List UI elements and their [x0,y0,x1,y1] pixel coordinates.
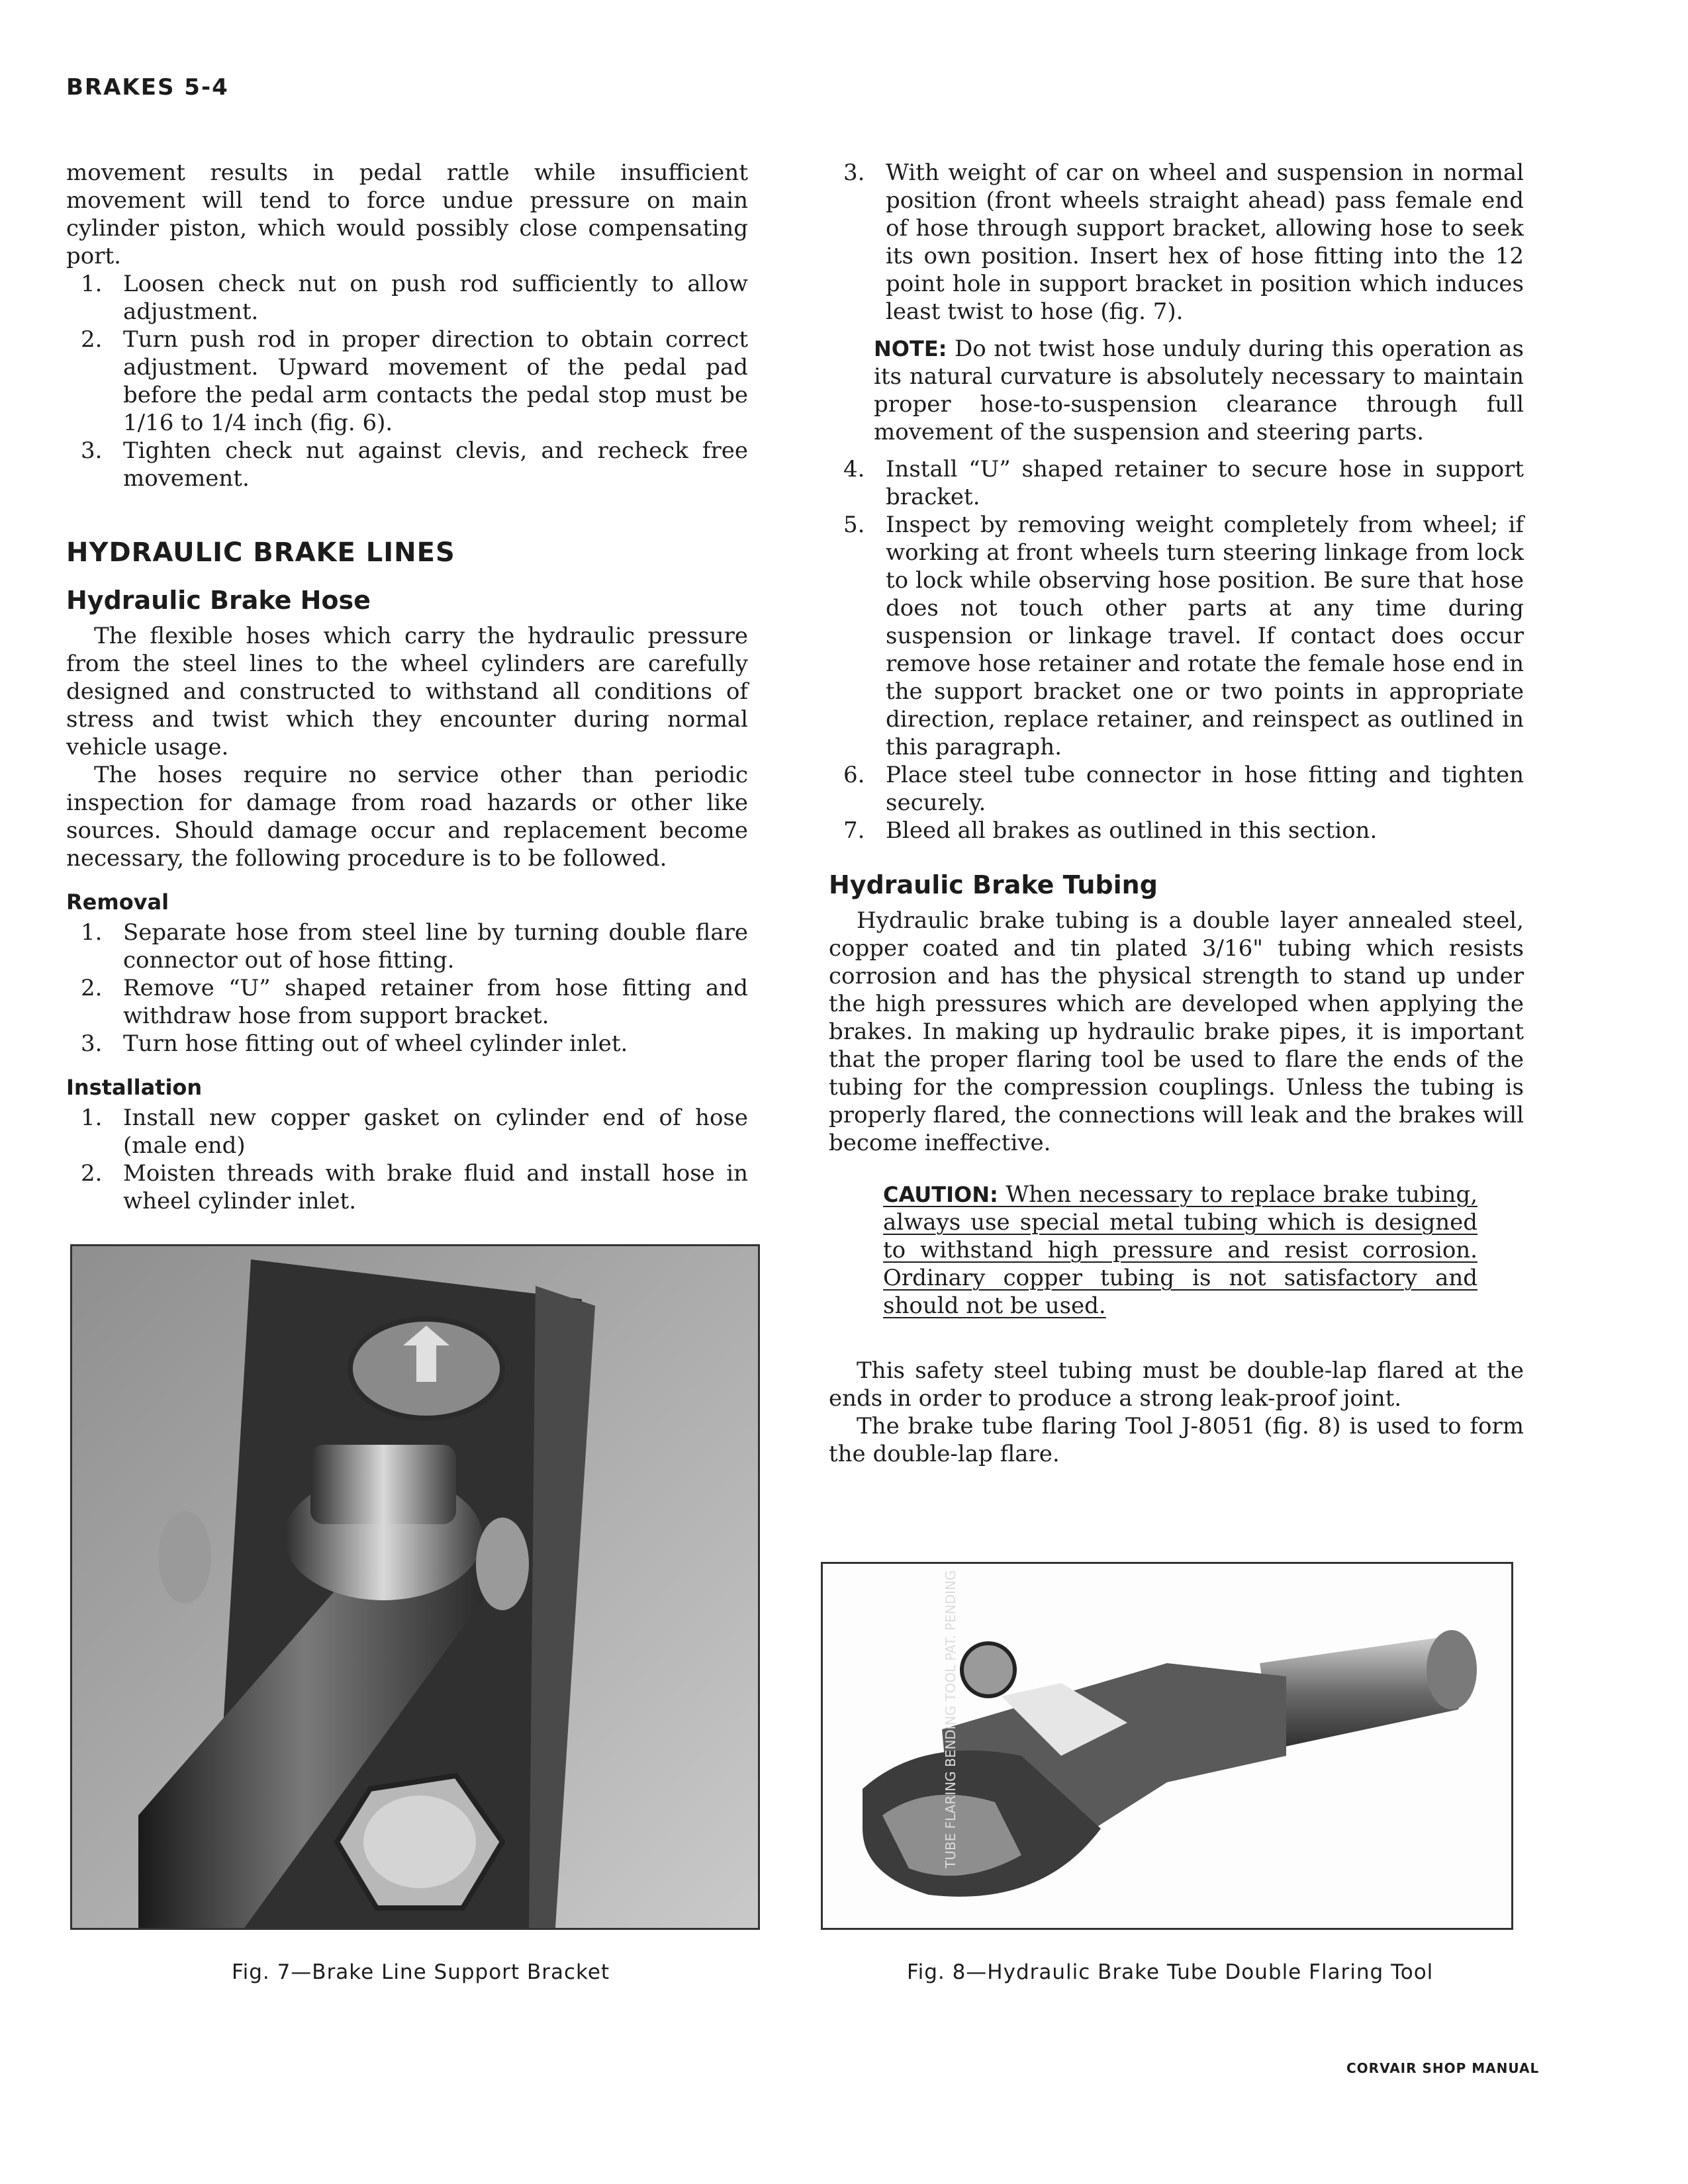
list-item-text: Install new copper gasket on cylinder end of hose (male end) [123,1105,748,1159]
right-column [829,159,1524,1468]
footer-text: CORVAIR SHOP MANUAL [1346,2060,1540,2076]
installation-title: Installation [66,1075,203,1100]
installation-steps [66,1104,748,1215]
list-item [66,974,748,1030]
figure-8-caption: Fig. 8—Hydraulic Brake Tube Double Flaring Tool [907,1960,1434,1984]
intro-paragraph: movement results in pedal rattle while insufficient movement will tend to force undue pressure on main cylinder piston, which would possibly close compensating port. [66,159,748,269]
list-item-text: Loosen check nut on push rod sufficiently to allow adjustment. [123,271,748,325]
list-item [66,1160,748,1215]
note-block [874,335,1524,446]
list-item [66,437,748,492]
list-item-text: Separate hose from steel line by turning double flare connector out of hose fitting. [123,919,748,974]
list-item-number: 3. [81,437,103,464]
caution-label: CAUTION: [883,1182,998,1207]
list-item-number: 1. [81,271,103,297]
list-item-number: 2. [81,975,103,1001]
list-item [829,159,1524,326]
list-item [829,817,1524,844]
list-item-text: Tighten check nut against clevis, and recheck free movement. [123,437,748,492]
list-item [66,1104,748,1160]
brake-line-bracket-illustration [72,1246,758,1928]
list-item-number: 6. [843,762,865,788]
list-item-number: 3. [843,159,865,186]
list-item-number: 3. [81,1030,103,1057]
list-item [66,326,748,437]
install-steps-final [829,455,1524,844]
figure-7-photo [70,1244,760,1930]
list-item-number: 1. [81,919,103,946]
hose-paragraph-2: The hoses require no service other than periodic inspection for damage from road hazards or other like sources. Should damage occur and replacement become necessary, the following procedure is to be followed. [66,762,748,872]
list-item [66,270,748,326]
flaring-tool-illustration [823,1564,1511,1928]
figure-8-photo [821,1562,1513,1930]
figure-7-caption: Fig. 7—Brake Line Support Bracket [232,1960,610,1984]
list-item-number: 5. [843,512,865,538]
list-item [829,511,1524,761]
list-item-number: 1. [81,1105,103,1131]
list-item-number: 2. [81,1160,103,1187]
tubing-paragraph-3: The brake tube flaring Tool J-8051 (fig. 8) is used to form the double-lap flare. [829,1413,1524,1467]
note-text: Do not twist hose unduly during this operation as its natural curvature is absolutely necessary to maintain proper hose-to-suspension clearance through full movement of the suspension and steering parts. [874,336,1524,445]
list-item-number: 7. [843,817,865,844]
list-item-text: Turn push rod in proper direction to obtain correct adjustment. Upward movement of the pedal pad before the pedal arm contacts the pedal stop must be 1/16 to 1/4 inch (fig. 6). [123,326,748,436]
tubing-paragraph-1: Hydraulic brake tubing is a double layer annealed steel, copper coated and tin plated 3/16" tubing which resists corrosion and has the physical strength to stand up under the high pressures which are developed when applying the brakes. In making up hydraulic brake pipes, it is important that the proper flaring tool be used to flare the ends of the tubing for the compression couplings. Unless the tubing is properly flared, the connections will leak and the brakes will become ineffective. [829,907,1524,1156]
running-head: BRAKES 5-4 [66,74,229,101]
list-item-text: Bleed all brakes as outlined in this section. [886,817,1378,844]
list-item-number: 4. [843,456,865,482]
list-item-text: Moisten threads with brake fluid and install hose in wheel cylinder inlet. [123,1160,748,1214]
install-steps-continued [829,159,1524,326]
removal-title: Removal [66,889,169,915]
section-title: HYDRAULIC BRAKE LINES [66,537,455,568]
list-item-number: 2. [81,326,103,353]
list-item [66,1030,748,1058]
hose-paragraph-1: The flexible hoses which carry the hydraulic pressure from the steel lines to the wheel cylinders are carefully designed and constructed to withstand all conditions of stress and twist which they encounter during normal vehicle usage. [66,623,748,760]
list-item-text: Install “U” shaped retainer to secure hose in support bracket. [886,456,1524,510]
subsection-title-hose: Hydraulic Brake Hose [66,586,371,615]
list-item-text: Inspect by removing weight completely from wheel; if working at front wheels turn steering linkage from lock to lock while observing hose position. Be sure that hose does not touch other parts at any time during suspension or linkage travel. If contact does occur remove hose retainer and rotate the female hose end in the support bracket one or two points in appropriate direction, replace retainer, and reinspect as outlined in this paragraph. [886,512,1524,760]
caution-block [883,1181,1477,1320]
list-item [829,455,1524,511]
left-column [66,159,748,1215]
list-item [829,761,1524,817]
list-item-text: Remove “U” shaped retainer from hose fitting and withdraw hose from support bracket. [123,975,748,1029]
tubing-paragraph-2: This safety steel tubing must be double-lap flared at the ends in order to produce a strong leak-proof joint. [829,1357,1524,1412]
list-item [66,919,748,974]
adjust-steps [66,270,748,492]
tool-stamp-text: TUBE FLARING BENDING TOOL PAT. PENDING [943,1570,959,1868]
list-item-text: Place steel tube connector in hose fitting and tighten securely. [886,762,1524,816]
list-item-text: With weight of car on wheel and suspension in normal position (front wheels straight ahead) pass female end of hose through support bracket, allowing hose to seek its own position. Insert hex of hose fitting into the 12 point hole in support bracket in position which induces least twist to hose (fig. 7). [886,159,1524,325]
caution-text: When necessary to replace brake tubing, always use special metal tubing which is designed to withstand high pressure and resist corrosion. Ordinary copper tubing is not satisfactory and should not be used. [883,1181,1477,1319]
list-item-text: Turn hose fitting out of wheel cylinder inlet. [123,1030,628,1057]
note-label: NOTE: [874,336,947,361]
removal-steps [66,919,748,1058]
subsection-title-tubing: Hydraulic Brake Tubing [829,870,1158,899]
